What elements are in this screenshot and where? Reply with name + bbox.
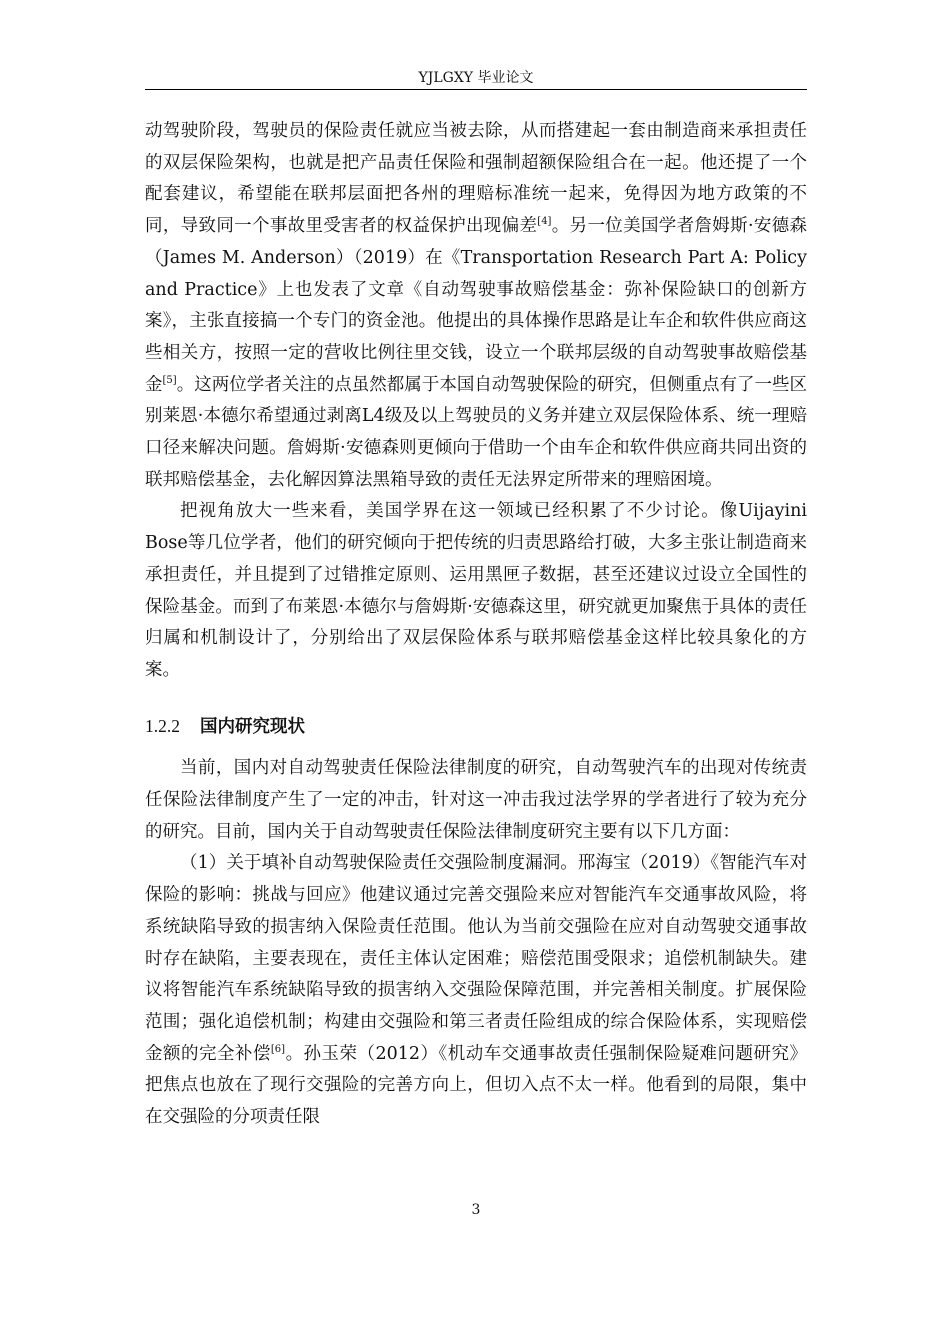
paragraph-text: 动驾驶阶段，驾驶员的保险责任就应当被去除，从而搭建起一套由制造商来承担责任的双层保险架构，也就是把产品责任保险和强制超额保险组合在一起。他还提了一个配套建议，希望能在联邦层面把各州的理赔标准统一起来，免得因为地方政策的不同，导致同一个事故里受害者的权益保护出现偏差 <box>145 121 807 237</box>
paragraph-continued <box>145 116 807 496</box>
paragraph-text: （1）关于填补自动驾驶保险责任交强险制度漏洞。邢海宝（2019）《智能汽车对保险的影响：挑战与回应》他建议通过完善交强险来应对智能汽车交通事故风险，将系统缺陷导致的损害纳入保险责任范围。他认为当前交强险在应对自动驾驶交通事故时存在缺陷，主要表现在，责任主体认定困难；赔偿范围受限求；追偿机制缺失。建议将智能汽车系统缺陷导致的损害纳入交强险保障范围，并完善相关制度。扩展保险范围；强化追偿机制；构建由交强险和第三者责任险组成的综合保险体系，实现赔偿金额的完全补偿 <box>145 853 807 1064</box>
page-number: 3 <box>471 1202 481 1218</box>
section-title: 国内研究现状 <box>200 716 305 737</box>
paragraph <box>145 848 807 1133</box>
section-number: 1.2.2 <box>145 715 180 736</box>
citation-ref: [5] <box>162 374 177 386</box>
citation-ref: [6] <box>270 1043 286 1055</box>
paragraph: 把视角放大一些来看，美国学界在这一领域已经积累了不少讨论。像Uijayini Bose等几位学者，他们的研究倾向于把传统的归责思路给打破，大多主张让制造商来承担责任，并且提到了过错推定原则、运用黑匣子数据，甚至还建议过设立全国性的保险基金。而到了布莱恩·本德尔与詹姆斯·安德森这里，研究就更加聚焦于具体的责任归属和机制设计了，分别给出了双层保险体系与联邦赔偿基金这样比较具象化的方案。 <box>145 501 807 680</box>
paragraph-text: 。另一位美国学者詹姆斯·安德森（James M. Anderson）（2019）在《Transportation Research Part A: Policy and Practice》上也发表了文章《自动驾驶事故赔偿基金：弥补保险缺口的创新方案》，主张直接搞一个专门的资金池。他提出的具体操作思路是让车企和软件供应商这些相关方，按照一定的营收比例往里交钱，设立一个联邦层级的自动驾驶事故赔偿基金 <box>145 216 808 395</box>
section-heading <box>145 711 807 744</box>
header-divider <box>145 89 807 90</box>
paragraph-text: 。孙玉荣（2012）《机动车交通事故责任强制保险疑难问题研究》把焦点也放在了现行交强险的完善方向上，但切入点不太一样。他看到的局限，集中在交强险的分项责任限 <box>145 1043 807 1128</box>
citation-ref: [4] <box>537 216 552 228</box>
paragraph-text: 。这两位学者关注的点虽然都属于本国自动驾驶保险的研究，但侧重点有了一些区别莱恩·本德尔希望通过剥离L4级及以上驾驶员的义务并建立双层保险体系、统一理赔口径来解决问题。詹姆斯·安德森则更倾向于借助一个由车企和软件供应商共同出资的联邦赔偿基金，去化解因算法黑箱导致的责任无法界定所带来的理赔困境。 <box>145 374 808 490</box>
page-body <box>145 116 807 1134</box>
paragraph: 当前，国内对自动驾驶责任保险法律制度的研究，自动驾驶汽车的出现对传统责任保险法律制度产生了一定的冲击，针对这一冲击我过法学界的学者进行了较为充分的研究。目前，国内关于自动驾驶责任保险法律制度研究主要有以下几方面： <box>145 758 807 842</box>
running-header: YJLGXY 毕业论文 <box>418 70 534 86</box>
